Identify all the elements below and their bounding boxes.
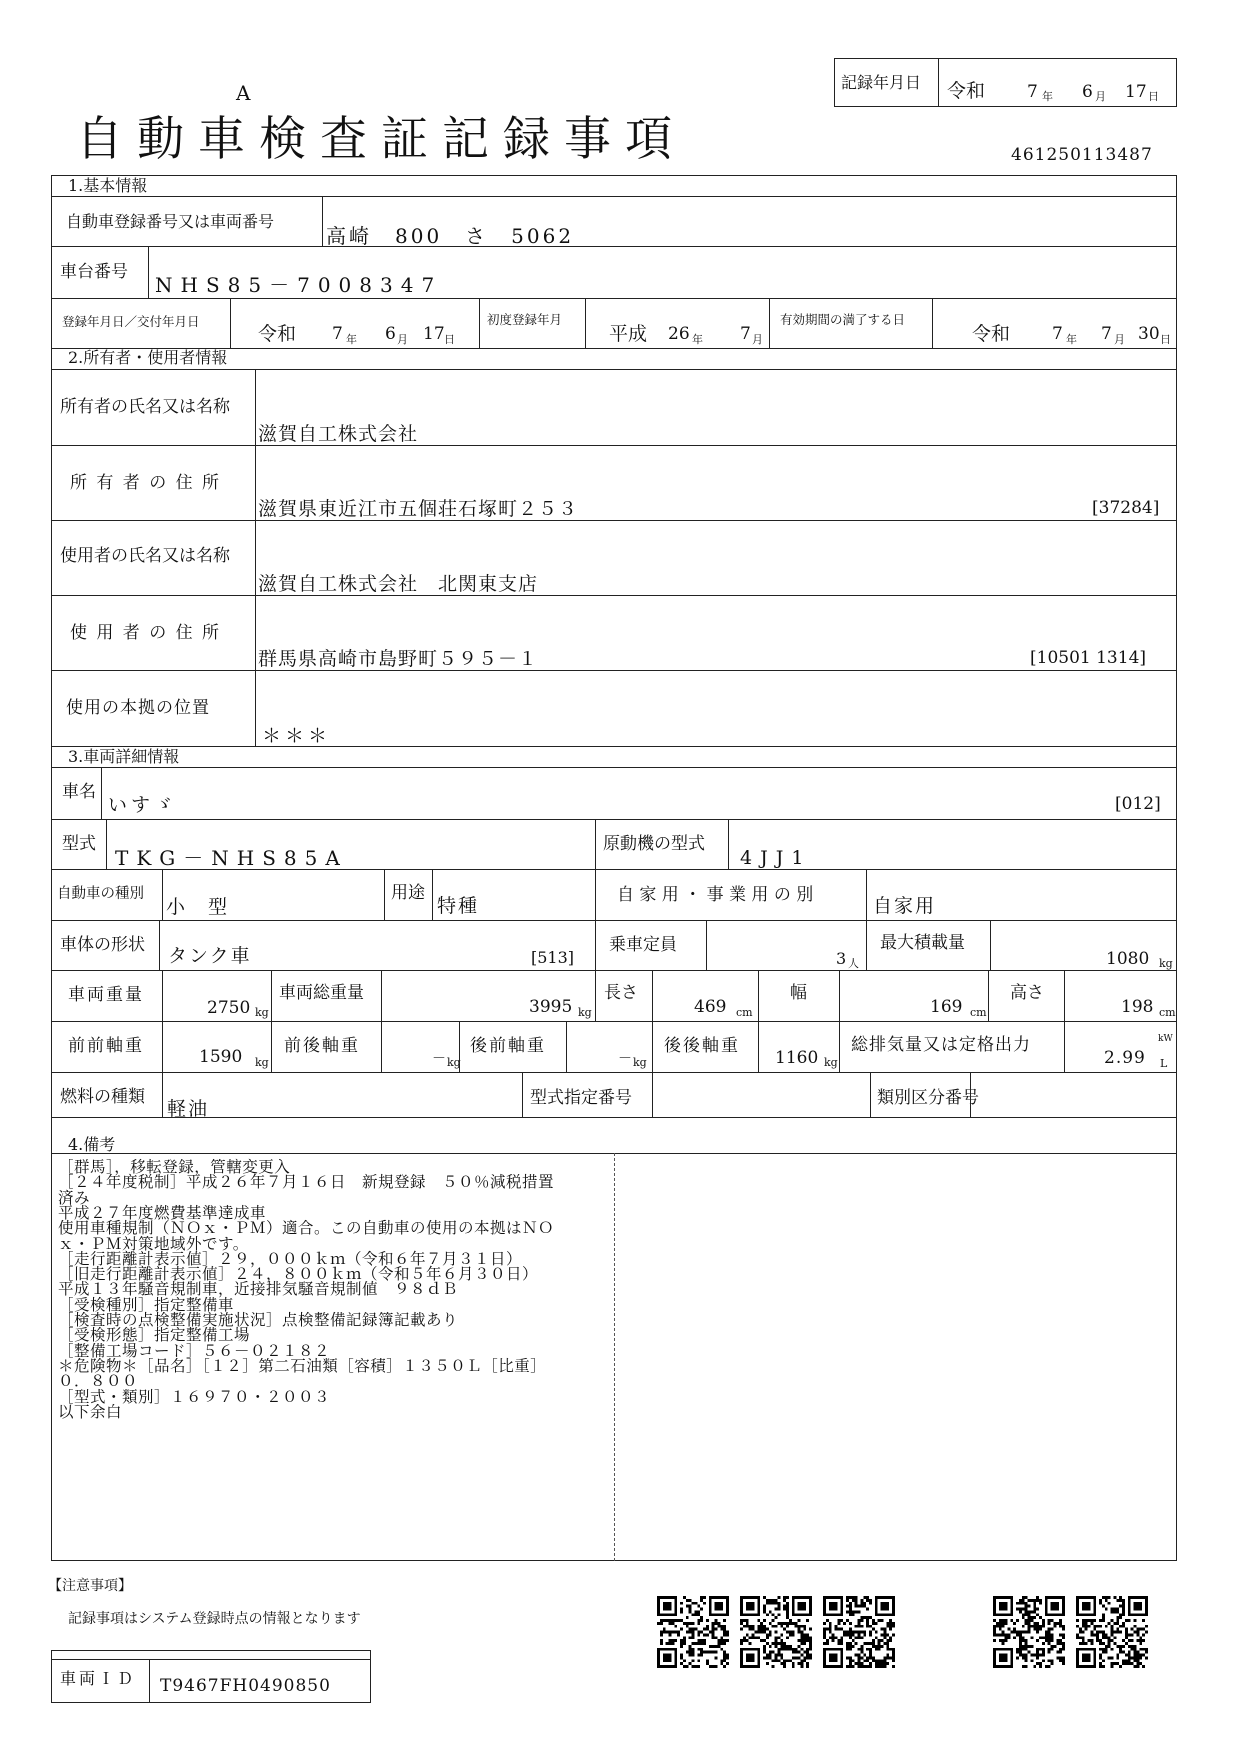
section4-title: 4.備考	[68, 1135, 116, 1154]
record-date-day: 17	[1125, 82, 1147, 102]
height-label: 高さ	[1010, 983, 1044, 1003]
model-value: TKG－NHS85A	[115, 846, 348, 870]
type-designation-label: 型式指定番号	[530, 1088, 632, 1108]
maker-value: いすゞ	[108, 794, 178, 816]
notice-title: 【注意事項】	[48, 1578, 132, 1594]
chassis-value: NHS85－7008347	[155, 273, 443, 297]
remarks-line: ［２４年度税制］平成２６年７月１６日 新規登録 ５０％減税措置	[58, 1173, 555, 1192]
base-location-value: ＊＊＊	[262, 725, 332, 747]
capacity-value: 3	[836, 949, 847, 968]
base-location-label: 使用の本拠の位置	[66, 698, 210, 718]
gross-weight-label: 車両総重量	[279, 983, 364, 1003]
remarks-line: ０．８００	[58, 1372, 139, 1391]
record-date-box: 記録年月日 令和 7 年 6 月 17 日	[834, 58, 1177, 107]
class-number-label: 類別区分番号	[877, 1088, 979, 1108]
rear-rear-axle-value: 1160	[775, 1048, 819, 1068]
front-front-axle-label: 前前軸重	[68, 1036, 144, 1056]
vehicle-id-box	[51, 1650, 371, 1703]
first-reg-year: 26	[668, 324, 690, 344]
rear-rear-axle-label: 後後軸重	[664, 1036, 740, 1056]
max-load-label: 最大積載量	[880, 933, 965, 953]
remarks-line: ［受検形態］指定整備工場	[58, 1326, 251, 1345]
engine-model-value: 4JJ1	[740, 847, 812, 869]
document-number: 461250113487	[1011, 145, 1153, 165]
qr-code-2	[740, 1596, 812, 1668]
expiry-label: 有効期間の満了する日	[780, 312, 906, 327]
remarks-line: 済み	[58, 1188, 91, 1207]
qr-code-1	[657, 1596, 729, 1668]
private-business-value: 自家用	[873, 895, 937, 917]
owner-address-value: 滋賀県東近江市五個荘石塚町２５３	[258, 498, 579, 520]
gross-weight-value: 3995	[529, 997, 573, 1017]
user-address-label: 使 用 者 の 住 所	[70, 623, 222, 643]
body-shape-code: [513]	[531, 948, 575, 967]
private-business-label: 自 家 用 ・ 事 業 用 の 別	[617, 885, 814, 905]
length-value: 469	[694, 997, 727, 1017]
remarks-line: 平成１３年騒音規制車，近接排気騒音規制値 ９８ｄＢ	[58, 1280, 459, 1299]
remarks-line: ［群馬］，移転登録，管轄変更入	[58, 1158, 291, 1176]
issue-date-era: 令和	[258, 323, 297, 345]
user-address-value: 群馬県高崎市島野町５９５－１	[258, 648, 539, 670]
user-address-code: [10501 1314]	[1030, 648, 1147, 668]
expiry-era: 令和	[972, 323, 1011, 345]
page-title: 自動車検査証記録事項	[76, 112, 686, 167]
model-label: 型式	[62, 834, 96, 854]
remarks-line: ［走行距離計表示値］２９，０００ｋｍ（令和６年７月３１日）	[58, 1249, 523, 1268]
section2-title: 2.所有者・使用者情報	[68, 348, 228, 367]
qr-code-5	[1076, 1596, 1148, 1668]
issue-date-month: 6	[385, 324, 396, 344]
owner-name-label: 所有者の氏名又は名称	[60, 397, 230, 417]
remarks-line: 以下余白	[58, 1402, 123, 1421]
first-reg-label: 初度登録年月	[487, 312, 563, 327]
weight-label: 車両重量	[68, 985, 144, 1005]
qr-code-3	[823, 1596, 895, 1668]
vehicle-id-label: 車両ＩＤ	[60, 1669, 137, 1688]
displacement-unit-kw: kW	[1158, 1034, 1173, 1044]
rear-front-axle-label: 後前軸重	[470, 1036, 546, 1056]
maker-code: [012]	[1115, 794, 1161, 814]
remarks-line: 使用車種規制（ＮＯｘ・ＰＭ）適合。この自動車の使用の本拠はＮＯ	[58, 1219, 555, 1238]
displacement-label: 総排気量又は定格出力	[851, 1035, 1031, 1055]
rear-front-axle-value: －	[618, 1051, 632, 1067]
vehicle-id-value: T9467FH0490850	[160, 1676, 331, 1696]
capacity-label: 乗車定員	[609, 935, 677, 955]
remarks-line: ｘ・ＰＭ対策地域外です。	[58, 1234, 249, 1253]
remarks-line: 平成２７年度燃費基準達成車	[58, 1203, 267, 1222]
height-value: 198	[1121, 997, 1154, 1017]
remarks-line: ［旧走行距離計表示値］２４，８００ｋｍ（令和５年６月３０日）	[58, 1265, 539, 1284]
page-letter: A	[236, 81, 251, 105]
record-date-era: 令和	[947, 80, 986, 102]
use-label: 用途	[391, 883, 425, 903]
weight-value: 2750	[207, 998, 251, 1018]
owner-name-value: 滋賀自工株式会社	[258, 423, 419, 445]
remarks-line: ＊危険物＊［品名］［１２］第二石油類［容積］１３５０Ｌ［比重］	[58, 1356, 547, 1375]
category-label: 自動車の種別	[57, 886, 144, 902]
chassis-label: 車台番号	[60, 262, 128, 282]
width-label: 幅	[790, 983, 807, 1003]
width-value: 169	[930, 997, 963, 1017]
maker-label: 車名	[62, 782, 96, 802]
front-rear-axle-label: 前後軸重	[284, 1036, 360, 1056]
record-date-year: 7	[1027, 82, 1038, 102]
user-name-value: 滋賀自工株式会社 北関東支店	[258, 573, 539, 595]
reg-number-value: 高崎 800 さ 5062	[326, 224, 575, 248]
remarks-line: ［整備工場コード］５６－０２１８２	[58, 1341, 331, 1360]
max-load-value: 1080	[1106, 949, 1150, 969]
front-front-axle-value: 1590	[199, 1047, 243, 1067]
use-value: 特種	[437, 895, 480, 917]
category-value: 小 型	[166, 896, 230, 918]
fuel-label: 燃料の種類	[60, 1087, 145, 1107]
engine-model-label: 原動機の型式	[603, 834, 705, 854]
displacement-value: 2.99	[1104, 1048, 1146, 1068]
fuel-value: 軽油	[167, 1098, 210, 1120]
length-label: 長さ	[604, 983, 638, 1003]
section3-title: 3.車両詳細情報	[68, 747, 180, 766]
issue-date-label: 登録年月日／交付年月日	[62, 314, 200, 329]
issue-date-year: 7	[332, 324, 343, 344]
owner-address-code: [37284]	[1092, 498, 1160, 518]
expiry-day: 30	[1138, 324, 1160, 344]
front-rear-axle-value: －	[432, 1051, 446, 1067]
section1-title: 1.基本情報	[68, 176, 148, 195]
record-date-month: 6	[1082, 82, 1093, 102]
owner-address-label: 所 有 者 の 住 所	[70, 473, 222, 493]
displacement-unit-l: L	[1160, 1057, 1168, 1070]
qr-code-4	[993, 1596, 1065, 1668]
remarks-line: ［受検種別］指定整備車	[58, 1295, 235, 1314]
first-reg-month: 7	[740, 324, 751, 344]
reg-number-label: 自動車登録番号又は車両番号	[66, 212, 275, 231]
user-name-label: 使用者の氏名又は名称	[60, 546, 230, 566]
remarks-line: ［検査時の点検整備実施状況］点検整備記録簿記載あり	[58, 1311, 459, 1329]
body-shape-label: 車体の形状	[60, 935, 145, 955]
first-reg-era: 平成	[609, 323, 648, 345]
record-date-label: 記録年月日	[841, 73, 922, 92]
expiry-year: 7	[1052, 324, 1063, 344]
issue-date-day: 17	[423, 324, 445, 344]
remarks-line: ［型式・類別］１６９７０・２００３	[58, 1387, 331, 1406]
notice-text: 記録事項はシステム登録時点の情報となります	[68, 1611, 361, 1627]
expiry-month: 7	[1101, 324, 1112, 344]
body-shape-value: タンク車	[168, 945, 252, 967]
